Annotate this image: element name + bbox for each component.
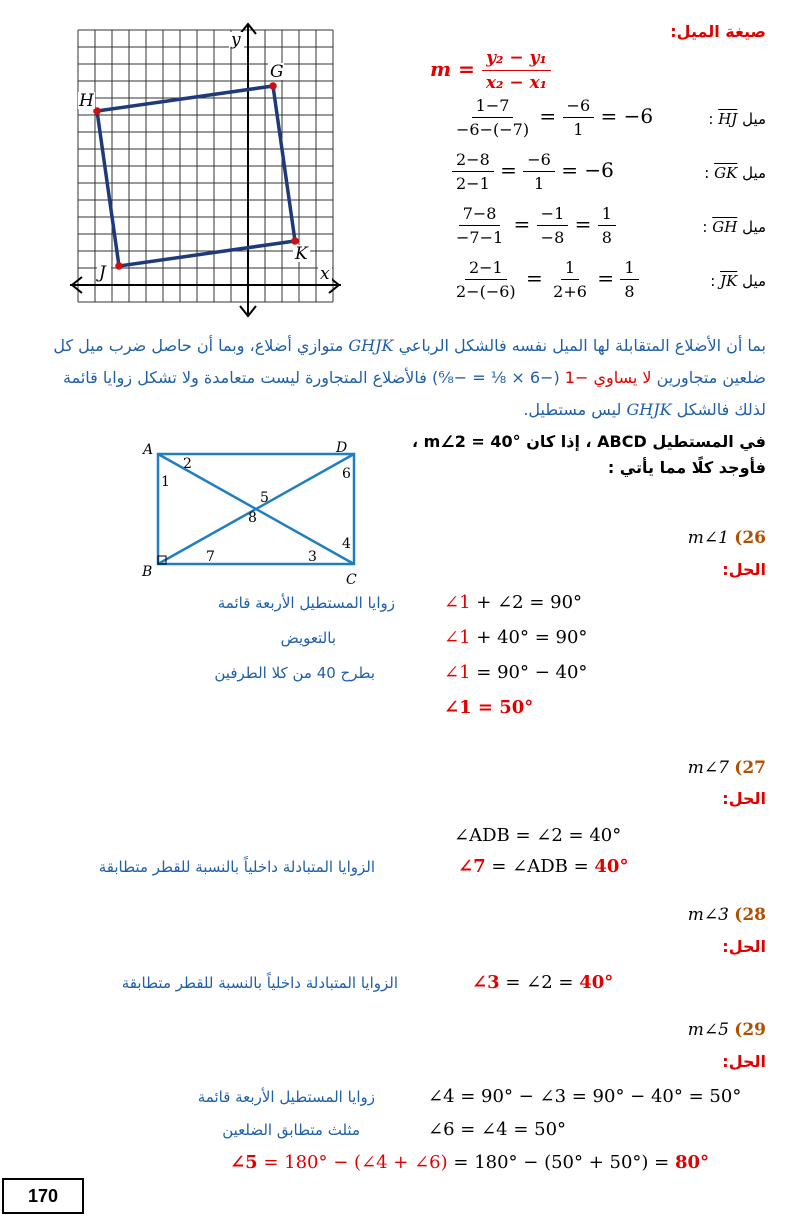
- q26-solution-label: الحل:: [722, 560, 766, 579]
- question-26: m∠1 (26: [687, 528, 766, 548]
- label-x: x: [320, 264, 330, 284]
- coordinate-grid-figure: [70, 22, 350, 322]
- q29-solution-label: الحل:: [722, 1052, 766, 1071]
- q26-reason-1: زوايا المستطيل الأربعة قائمة: [217, 594, 395, 612]
- angle-label-6: 6: [342, 466, 351, 482]
- paragraph-line-3: لذلك فالشكل GHJK ليس مستطيل.: [523, 400, 766, 419]
- slope-label-gh: ميل GH :: [702, 218, 766, 236]
- rectangle-problem-statement: في المستطيل ABCD ، إذا كان m∠2 = 40° ،: [412, 432, 766, 451]
- q29-reason-1: زوايا المستطيل الأربعة قائمة: [197, 1088, 375, 1106]
- slope-formula: m = $\frac{\text{y₂ − y₁}}{\text{x₂ − x₁}}$: [430, 48, 551, 93]
- q29-reason-2: مثلث متطابق الضلعين: [222, 1121, 360, 1139]
- slope-row-hj: $\frac{1-7}{-6-(-7)}$ = $\frac{-6}{1}$ = −6: [456, 96, 654, 139]
- angle-label-8: 8: [248, 510, 257, 526]
- paragraph-line-1: بما أن الأضلاع المتقابلة لها الميل نفسه فالشكل الرباعي GHJK متوازي أضلاع، وبما أن حاصل ضرب ميل كل: [53, 336, 766, 355]
- q27-step-2: ∠7 = ∠ADB = 40°: [458, 856, 629, 877]
- question-29: m∠5 (29: [687, 1020, 766, 1040]
- paragraph-line-2: ضلعين متجاورين لا يساوي −1 (−6 × ⅛ = −⁶⁄₈) فالأضلاع المتجاورة ليست متعامدة ولا تشكل زوايا قائمة: [62, 368, 766, 387]
- page-number: 170: [2, 1178, 84, 1214]
- q26-step-3: ∠1 = 90° − 40°: [444, 662, 588, 683]
- slope-row-gh: $\frac{7-8}{-7-1}$ = $\frac{-1}{-8}$ = $\frac{1}{8}$: [452, 204, 616, 247]
- slope-formula-title: صيغة الميل:: [670, 22, 766, 41]
- vertex-label-d: D: [336, 440, 348, 456]
- q29-step-1: ∠4 = 90° − ∠3 = 90° − 40° = 50°: [428, 1086, 742, 1107]
- q26-reason-2: بالتعويض: [280, 629, 336, 647]
- vertex-j: [115, 262, 123, 270]
- vertex-label-a: A: [143, 442, 154, 458]
- question-28: m∠3 (28: [687, 905, 766, 925]
- label-h: H: [79, 91, 94, 111]
- slope-row-jk: $\frac{2-1}{2-(-6)}$ = $\frac{1}{2+6}$ = $\frac{1}{8}$: [452, 258, 639, 301]
- label-y: y: [231, 30, 241, 50]
- vertex-g: [269, 82, 277, 90]
- angle-label-1: 1: [161, 474, 170, 490]
- rectangle-abcd-figure: [138, 438, 358, 588]
- vertex-label-b: B: [142, 564, 153, 580]
- q27-reason: الزوايا المتبادلة داخلياً بالنسبة للقطر متطابقة: [98, 858, 375, 876]
- q27-step-1: ∠ADB = ∠2 = 40°: [454, 825, 622, 846]
- formula-denominator: x₂ − x₁: [485, 73, 548, 93]
- q27-solution-label: الحل:: [722, 789, 766, 808]
- q26-step-1: ∠1 + ∠2 = 90°: [444, 592, 583, 613]
- label-j: J: [99, 263, 106, 283]
- vertex-label-c: C: [346, 572, 357, 588]
- angle-label-4: 4: [342, 536, 351, 552]
- slope-label-hj: ميل HJ :: [708, 110, 766, 128]
- label-k: K: [295, 244, 308, 264]
- angle-label-3: 3: [308, 549, 317, 565]
- angle-label-2: 2: [183, 456, 192, 472]
- formula-numerator: y₂ − y₁: [482, 48, 551, 71]
- rectangle-problem-instruction: فأوجد كلًا مما يأتي :: [607, 458, 766, 477]
- slope-label-gk: ميل GK :: [704, 164, 766, 182]
- q26-step-2: ∠1 + 40° = 90°: [444, 627, 588, 648]
- angle-label-5: 5: [260, 490, 269, 506]
- slope-row-gk: $\frac{2-8}{2-1}$ = $\frac{-6}{1}$ = −6: [452, 150, 614, 193]
- q29-step-3: ∠5 = 180° − (∠4 + ∠6) = 180° − (50° + 50°) = 80°: [230, 1152, 710, 1173]
- label-g: G: [270, 62, 284, 82]
- q28-step-1: ∠3 = ∠2 = 40°: [472, 972, 614, 993]
- slope-label-jk: ميل JK :: [710, 272, 766, 290]
- q26-answer: ∠1 = 50°: [444, 697, 534, 718]
- q28-solution-label: الحل:: [722, 937, 766, 956]
- q28-reason: الزوايا المتبادلة داخلياً بالنسبة للقطر متطابقة: [121, 974, 398, 992]
- question-27: m∠7 (27: [687, 758, 766, 778]
- q26-reason-3: بطرح 40 من كلا الطرفين: [214, 664, 375, 682]
- angle-label-7: 7: [206, 549, 215, 565]
- vertices: [93, 82, 299, 270]
- conclusion-paragraph: [26, 330, 766, 426]
- q29-step-2: ∠6 = ∠4 = 50°: [428, 1119, 567, 1140]
